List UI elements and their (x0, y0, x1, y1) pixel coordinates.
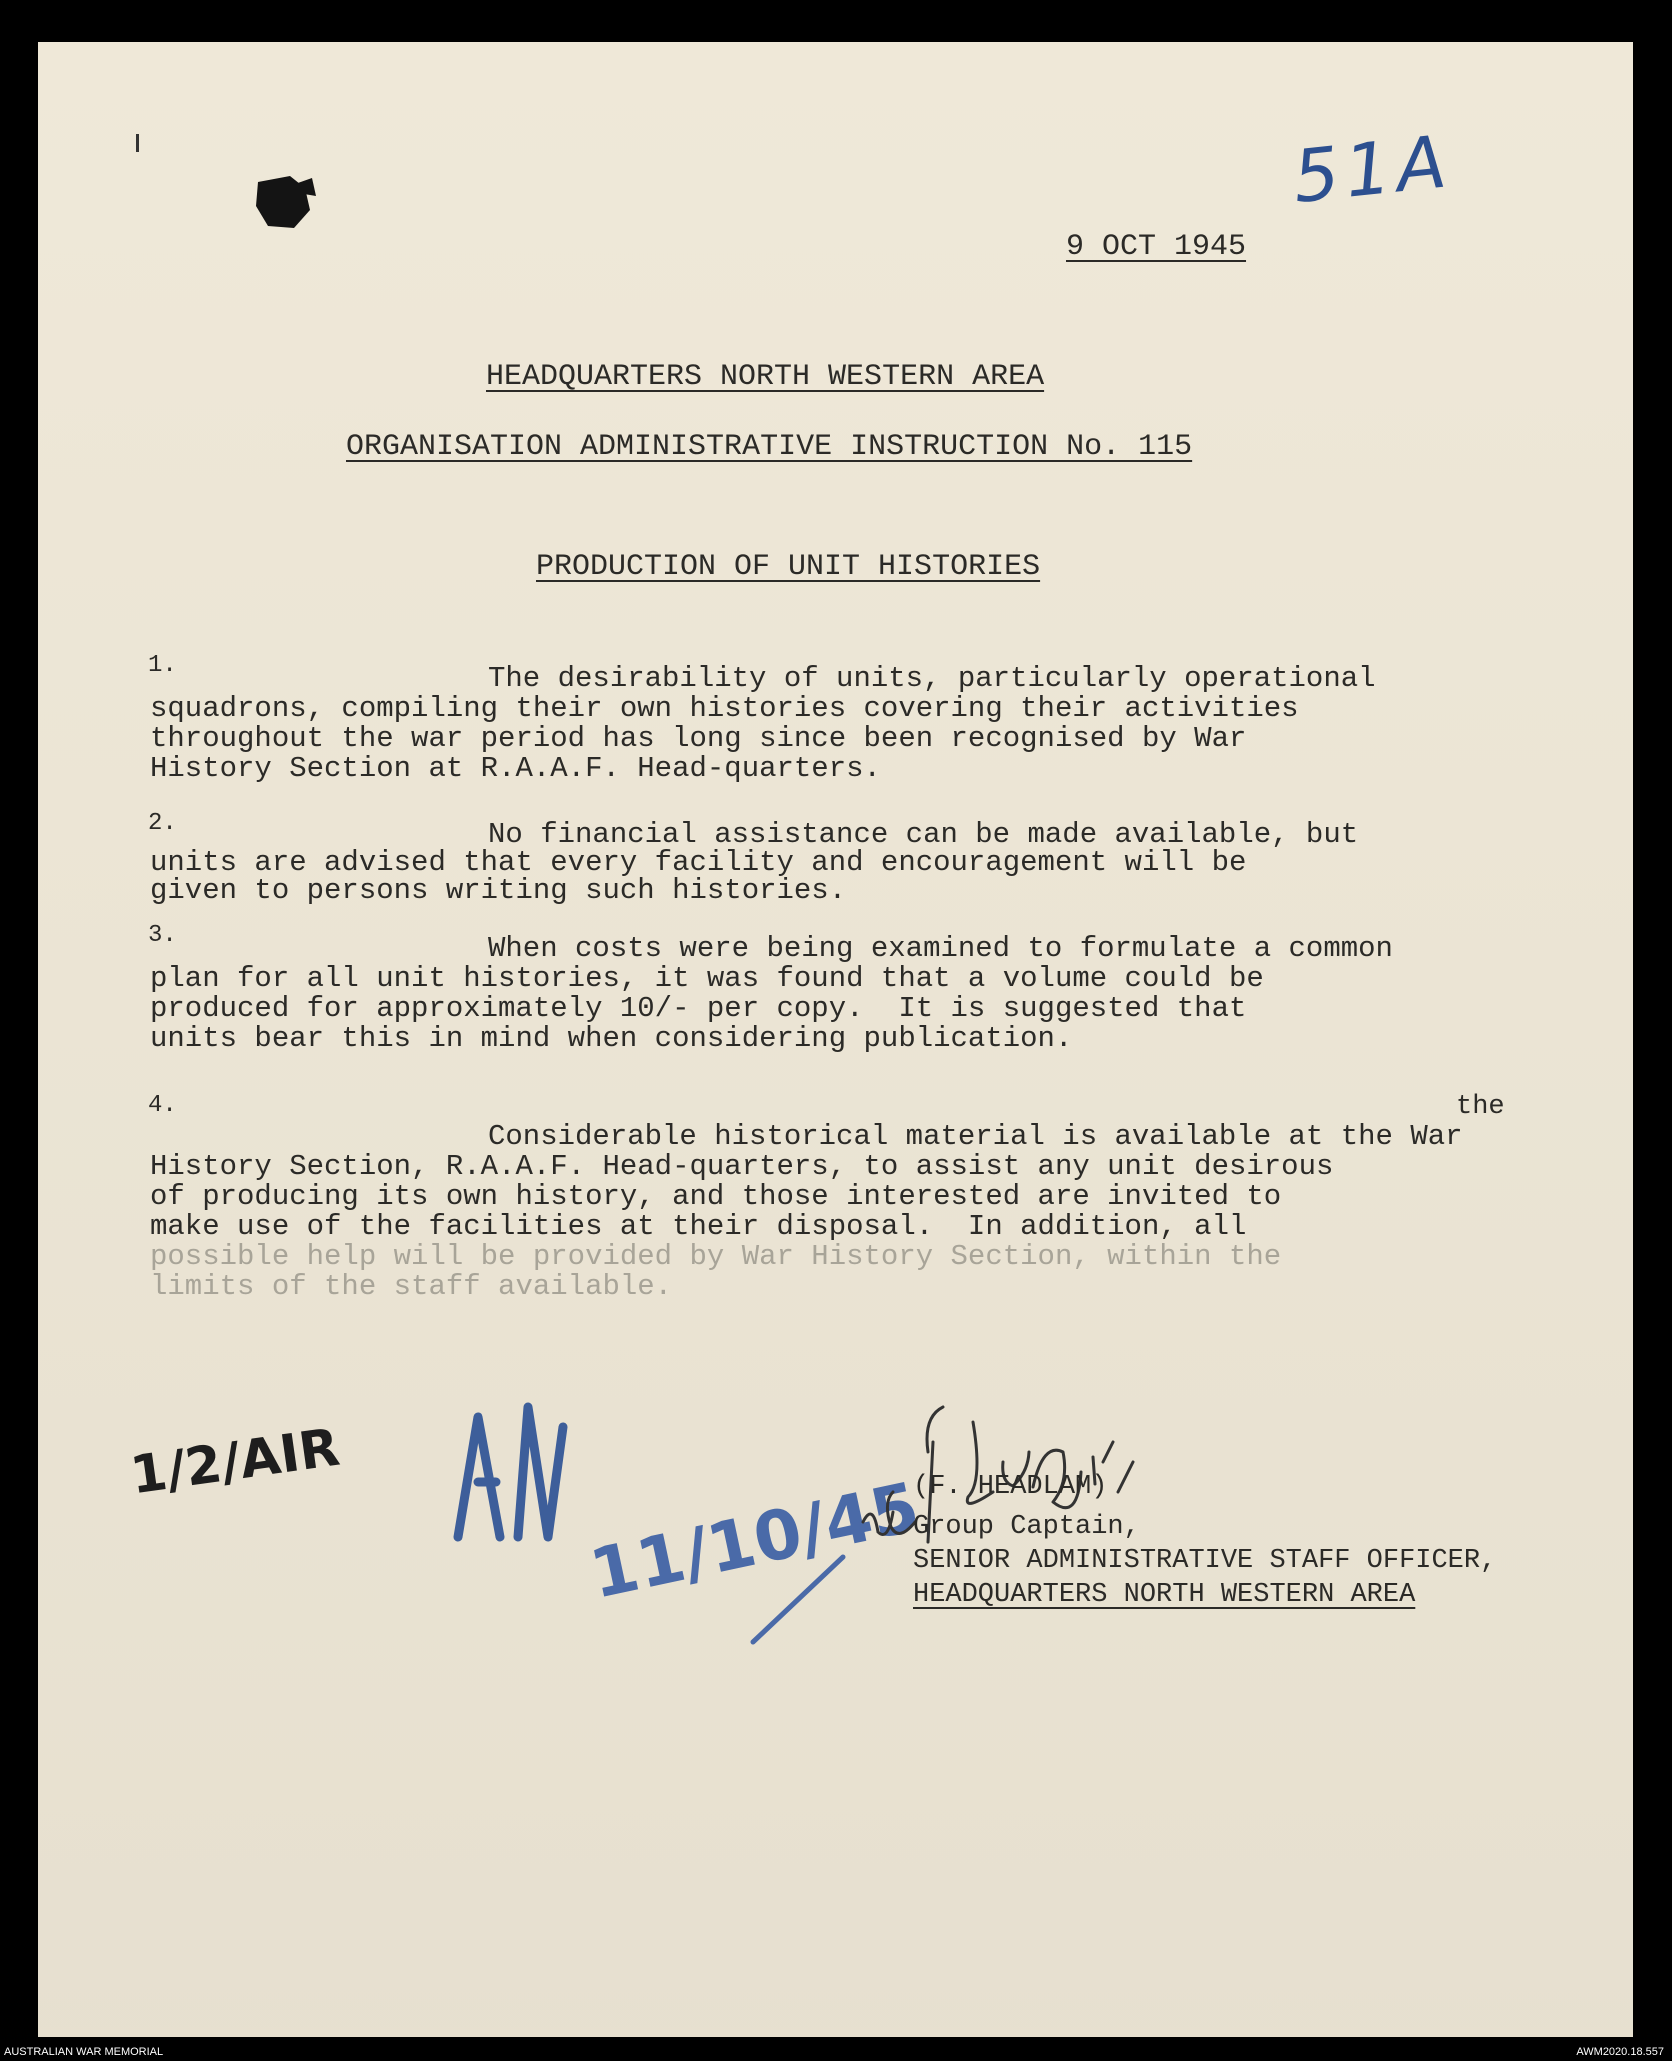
paragraph-number: 4. (148, 1092, 177, 1119)
paragraph-line: History Section at R.A.A.F. Head-quarters. (150, 752, 881, 785)
paragraph-line: squadrons, compiling their own histories covering their activities (150, 692, 1299, 725)
heading-title: PRODUCTION OF UNIT HISTORIES (536, 550, 1041, 584)
paragraph-line: The desirability of units, particularly operational (488, 662, 1376, 695)
paragraph-number: 1. (148, 652, 177, 679)
initials-date-annotation: 11/10/45 (583, 1468, 927, 1615)
paragraph-line: given to persons writing such histories. (150, 874, 847, 907)
signatory-unit: HEADQUARTERS NORTH WESTERN AREA (913, 1580, 1416, 1610)
paragraph-line: When costs were being examined to formulate a common (488, 932, 1393, 965)
paragraph-line: units are advised that every facility and encouragement will be (150, 846, 1247, 879)
document-date: 9 OCT 1945 (1066, 230, 1247, 264)
paragraph-line: of producing its own history, and those interested are invited to (150, 1180, 1282, 1213)
punch-hole-mark (250, 170, 320, 240)
paragraph-number: 2. (148, 810, 177, 837)
paragraph-line: History Section, R.A.A.F. Head-quarters, to assist any unit desirous (150, 1150, 1334, 1183)
paragraph-line: No financial assistance can be made available, but (488, 818, 1359, 851)
archive-footer-left: AUSTRALIAN WAR MEMORIAL (4, 2046, 164, 2058)
paragraph-number: 3. (148, 922, 177, 949)
handtyped-insertion: the (1456, 1092, 1505, 1122)
signatory-name: (F. HEADLAM) (913, 1472, 1108, 1502)
document-page (38, 42, 1633, 2037)
paragraph-line-faded: possible help will be provided by War History Section, within the (150, 1240, 1282, 1273)
paragraph-line: Considerable historical material is available at the War (488, 1120, 1463, 1153)
paragraph-line-faded: limits of the staff available. (150, 1270, 673, 1303)
paragraph-line: units bear this in mind when considering publication. (150, 1022, 1073, 1055)
paragraph-line: plan for all unit histories, it was found that a volume could be (150, 962, 1264, 995)
file-reference-annotation: 1/2/AIR (126, 1417, 344, 1507)
stray-tick-mark (136, 134, 139, 152)
signatory-position: SENIOR ADMINISTRATIVE STAFF OFFICER, (913, 1546, 1497, 1576)
heading-instruction-number: ORGANISATION ADMINISTRATIVE INSTRUCTION No. 115 (346, 430, 1193, 464)
paragraph-line: make use of the facilities at their disposal. In addition, all (150, 1210, 1247, 1243)
paragraph-line: produced for approximately 10/- per copy. It is suggested that (150, 992, 1247, 1025)
paragraph-line: throughout the war period has long since been recognised by War (150, 722, 1247, 755)
folio-annotation: 51A (1289, 118, 1456, 220)
archive-footer-right: AWM2020.18.557 (1576, 2046, 1664, 2058)
signatory-rank: Group Captain, (913, 1512, 1140, 1542)
handwritten-stroke (738, 1542, 858, 1652)
heading-headquarters: HEADQUARTERS NORTH WESTERN AREA (486, 360, 1045, 394)
